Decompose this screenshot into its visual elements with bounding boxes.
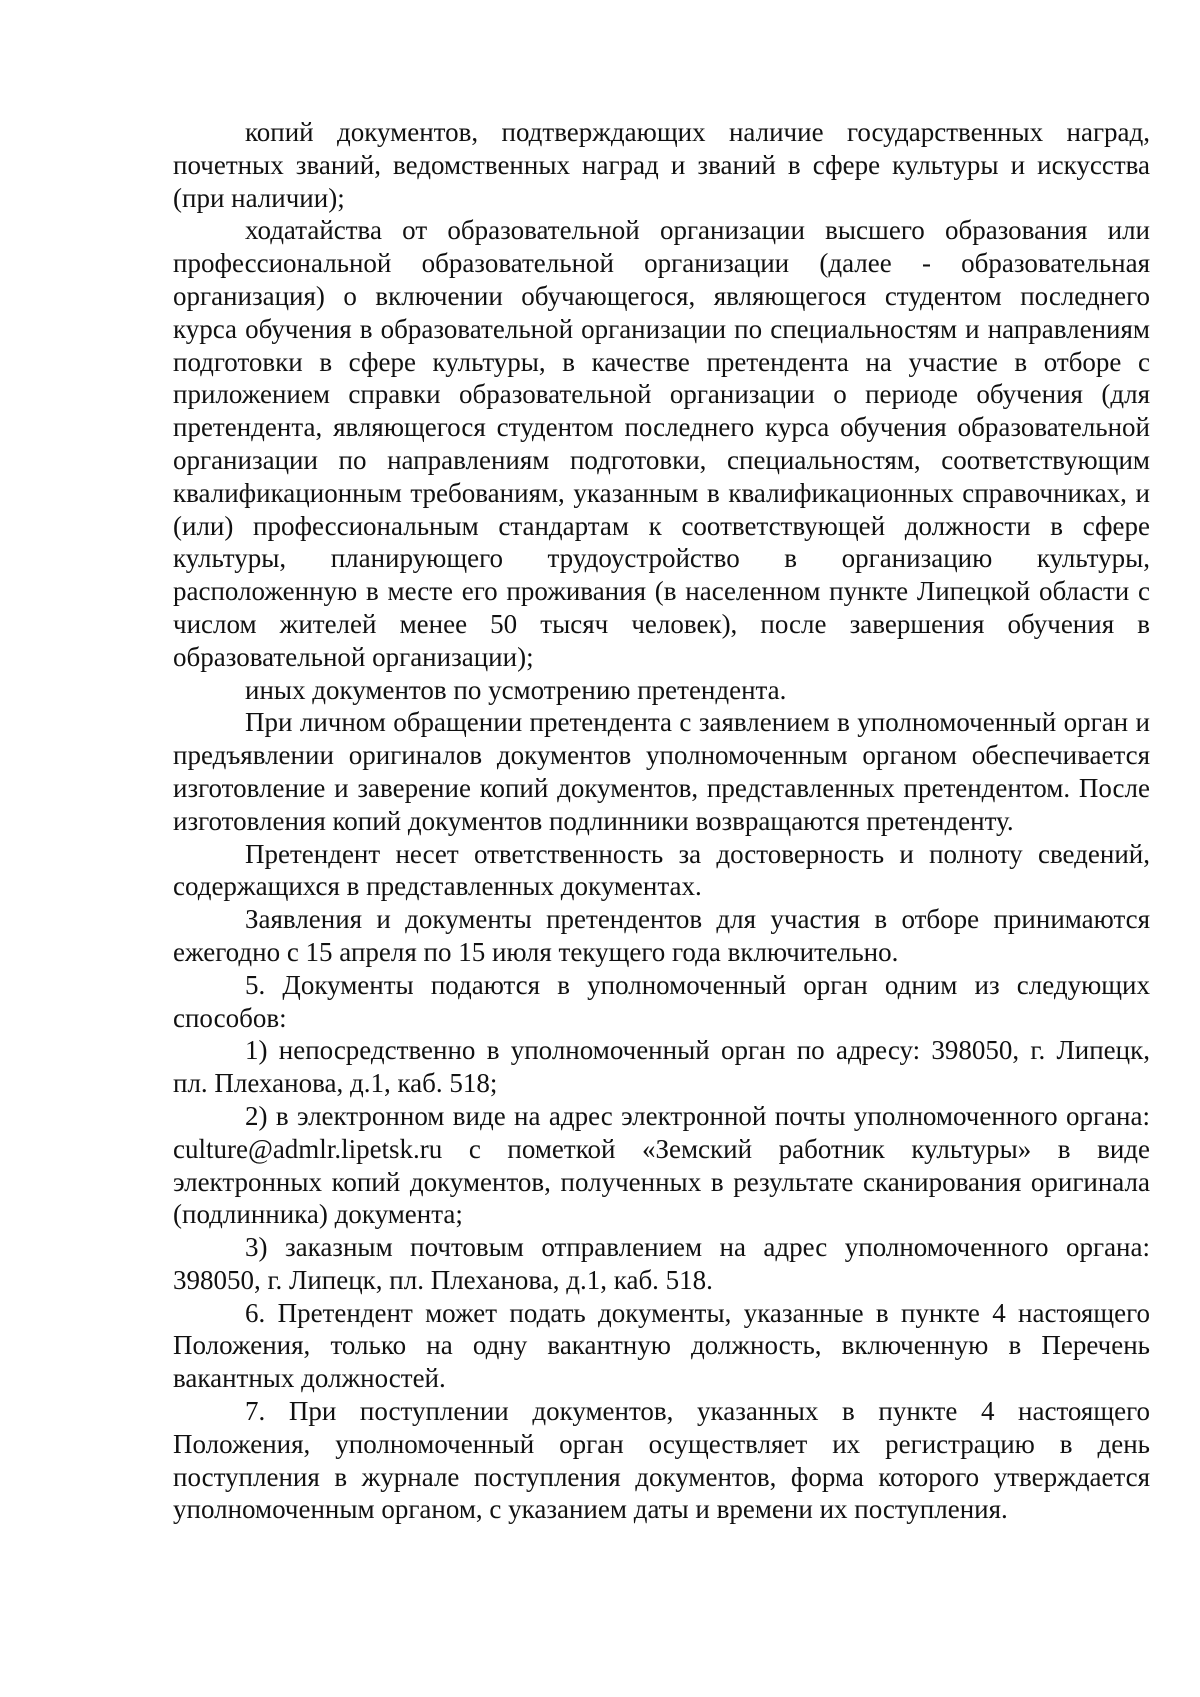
paragraph-method-2: 2) в электронном виде на адрес электронной почты уполномоченного органа: culture@admlr.lipetsk.ru с пометкой «Земский работник культуры» в виде электронных копий документов, полученных в результате сканирования оригинала (подлинника) документа; [173,1100,1150,1230]
paragraph-copies-awards: копий документов, подтверждающих наличие государственных наград, почетных званий, ведомственных наград и званий в сфере культуры и искусства (при наличии); [173,117,1150,213]
paragraph-personal-appeal: При личном обращении претендента с заявлением в уполномоченный орган и предъявлении оригиналов документов уполномоченным органом обеспечивается изготовление и заверение копий документов, представленных претендентом. После изготовления копий документов подлинники возвращаются претенденту. [173,707,1150,836]
paragraph-acceptance-dates: Заявления и документы претендентов для участия в отборе принимаются ежегодно с 15 апреля по 15 июля текущего года включительно. [173,904,1150,967]
paragraph-item-6: 6. Претендент может подать документы, указанные в пункте 4 настоящего Положения, только на одну вакантную должность, включенную в Перечень вакантных должностей. [173,1297,1150,1394]
document-page [173,116,1150,1526]
paragraph-other-documents: иных документов по усмотрению претендента. [245,674,787,705]
paragraph-method-3: 3) заказным почтовым отправлением на адрес уполномоченного органа: 398050, г. Липецк, пл. Плеханова, д.1, каб. 518. [173,1232,1150,1295]
paragraph-item-5: 5. Документы подаются в уполномоченный орган одним из следующих способов: [173,969,1150,1033]
paragraph-responsibility: Претендент несет ответственность за достоверность и полноту сведений, содержащихся в представленных документах. [173,838,1150,902]
paragraph-petition: ходатайства от образовательной организации высшего образования или профессиональной образовательной организации (далее - образовательная организация) о включении обучающегося, являющегося студентом последнего курса обучения в образовательной организации по специальностям и направлениям подготовки в сфере культуры, в качестве претендента на участие в отборе с приложением справки образовательной организации о периоде обучения (для претендента, являющегося студентом последнего курса обучения образовательной организации по направлениям подготовки, специальностям, соответствующим квалификационным требованиям, указанным в квалификационных справочниках, и (или) профессиональным стандартам к соответствующей должности в сфере культуры, планирующего трудоустройство в организацию культуры, расположенную в месте его проживания (в населенном пункте Липецкой области с числом жителей менее 50 тысяч человек), после завершения обучения в образовательной организации); [173,215,1150,672]
paragraph-method-1: 1) непосредственно в уполномоченный орган по адресу: 398050, г. Липецк, пл. Плеханова, д.1, каб. 518; [173,1035,1150,1099]
paragraph-item-7: 7. При поступлении документов, указанных в пункте 4 настоящего Положения, уполномоченный орган осуществляет их регистрацию в день поступления в журнале поступления документов, форма которого утверждается уполномоченным органом, с указанием даты и времени их поступления. [173,1396,1150,1525]
